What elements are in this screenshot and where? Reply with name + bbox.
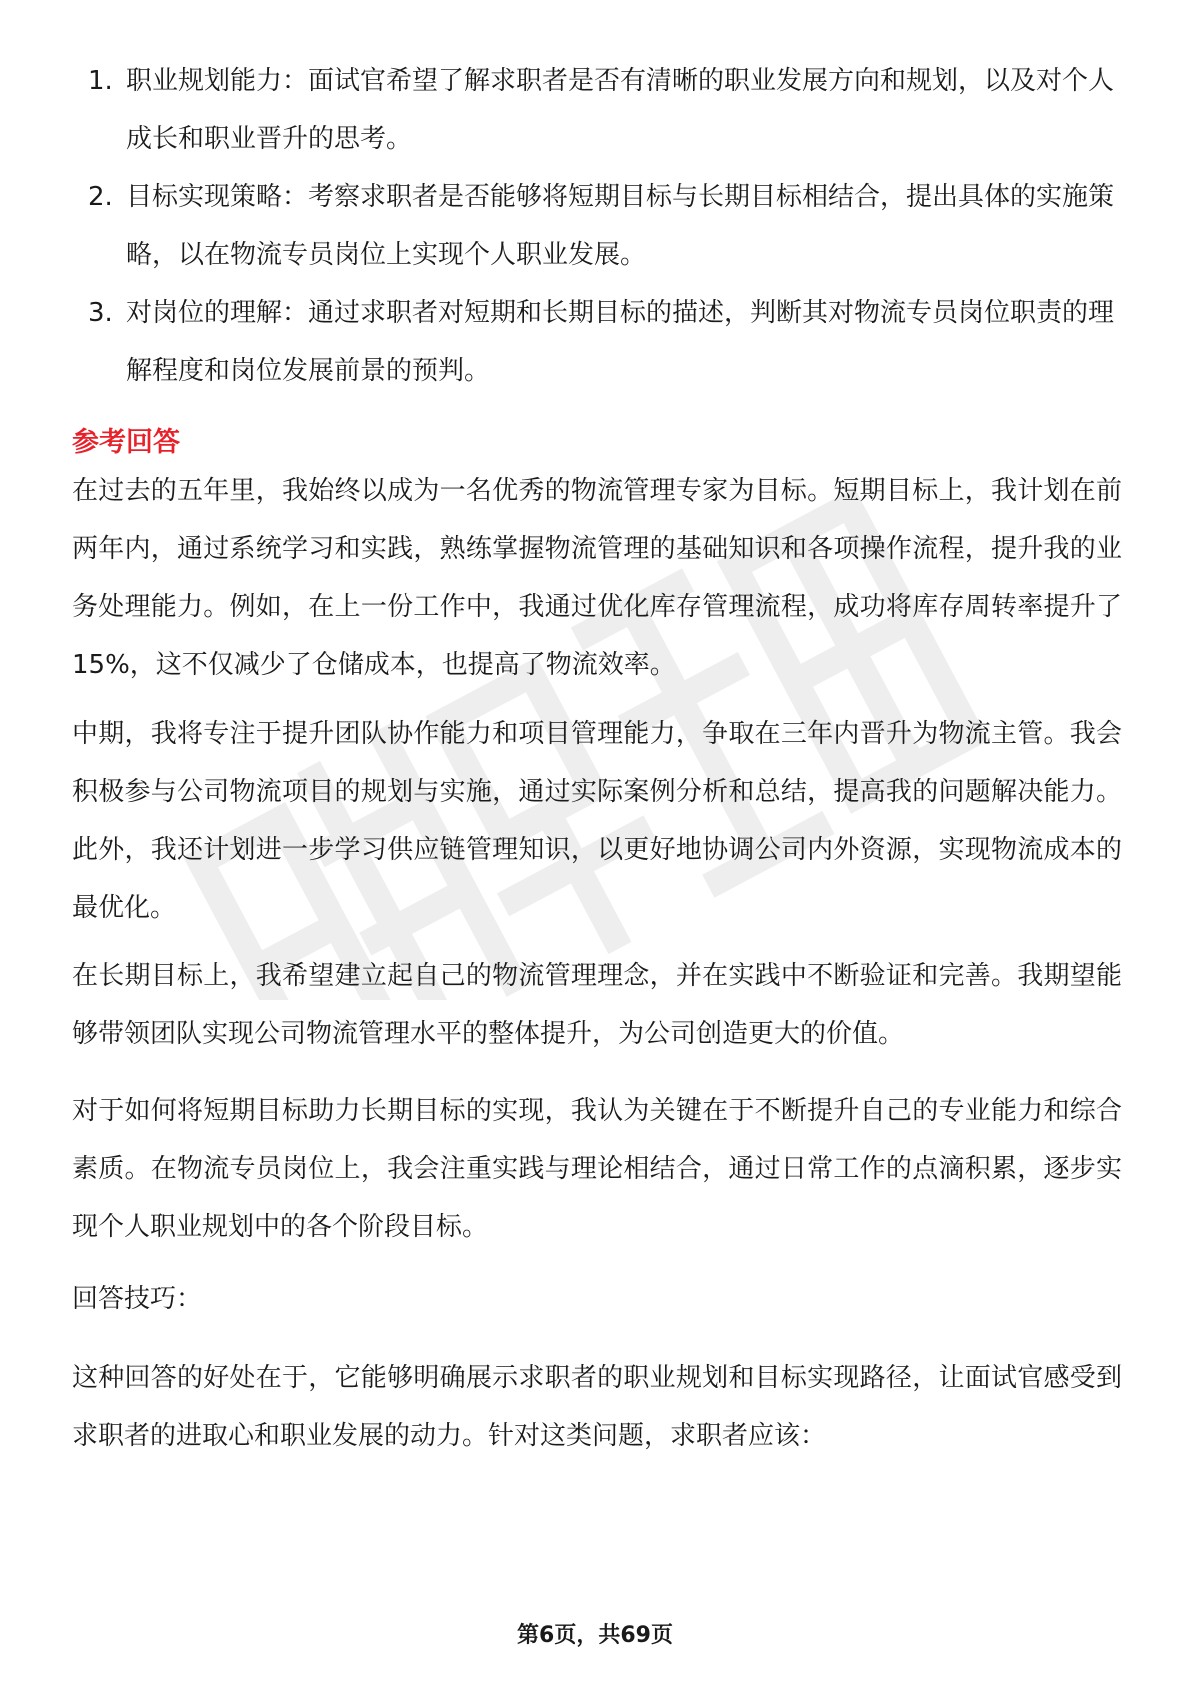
list-item-text: 对岗位的理解：通过求职者对短期和长期目标的描述，判断其对物流专员岗位职责的理解程度和岗位发展前景的预判。 (126, 298, 1115, 386)
list-item-number: 3. (88, 298, 113, 328)
list-item (80, 52, 1120, 168)
page-footer: 第6页，共69页 (517, 1623, 673, 1648)
list-item-number: 2. (88, 182, 113, 212)
answer-paragraph: 在长期目标上，我希望建立起自己的物流管理理念，并在实践中不断验证和完善。我期望能够带领团队实现公司物流管理水平的整体提升，为公司创造更大的价值。 (72, 961, 1122, 1049)
answer-paragraph: 中期，我将专注于提升团队协作能力和项目管理能力，争取在三年内晋升为物流主管。我会积极参与公司物流项目的规划与实施，通过实际案例分析和总结，提高我的问题解决能力。此外，我还计划进一步学习供应链管理知识，以更好地协调公司内外资源，实现物流成本的最优化。 (72, 719, 1122, 923)
list-item (80, 168, 1120, 284)
answer-paragraph: 在过去的五年里，我始终以成为一名优秀的物流管理专家为目标。短期目标上，我计划在前两年内，通过系统学习和实践，熟练掌握物流管理的基础知识和各项操作流程，提升我的业务处理能力。例如，在上一份工作中，我通过优化库存管理流程，成功将库存周转率提升了15%，这不仅减少了仓储成本，也提高了物流效率。 (72, 476, 1122, 680)
criteria-list (80, 52, 1120, 400)
section-heading: 参考回答 (72, 427, 180, 458)
tips-heading: 回答技巧： (72, 1284, 203, 1314)
list-item-text: 职业规划能力：面试官希望了解求职者是否有清晰的职业发展方向和规划，以及对个人成长和职业晋升的思考。 (126, 66, 1115, 154)
answer-paragraph: 对于如何将短期目标助力长期目标的实现，我认为关键在于不断提升自己的专业能力和综合素质。在物流专员岗位上，我会注重实践与理论相结合，通过日常工作的点滴积累，逐步实现个人职业规划中的各个阶段目标。 (72, 1096, 1122, 1242)
list-item-number: 1. (88, 66, 113, 96)
tips-paragraph: 这种回答的好处在于，它能够明确展示求职者的职业规划和目标实现路径，让面试官感受到求职者的进取心和职业发展的动力。针对这类问题，求职者应该： (72, 1363, 1122, 1451)
list-item (80, 284, 1120, 400)
list-item-text: 目标实现策略：考察求职者是否能够将短期目标与长期目标相结合，提出具体的实施策略，以在物流专员岗位上实现个人职业发展。 (126, 182, 1115, 270)
